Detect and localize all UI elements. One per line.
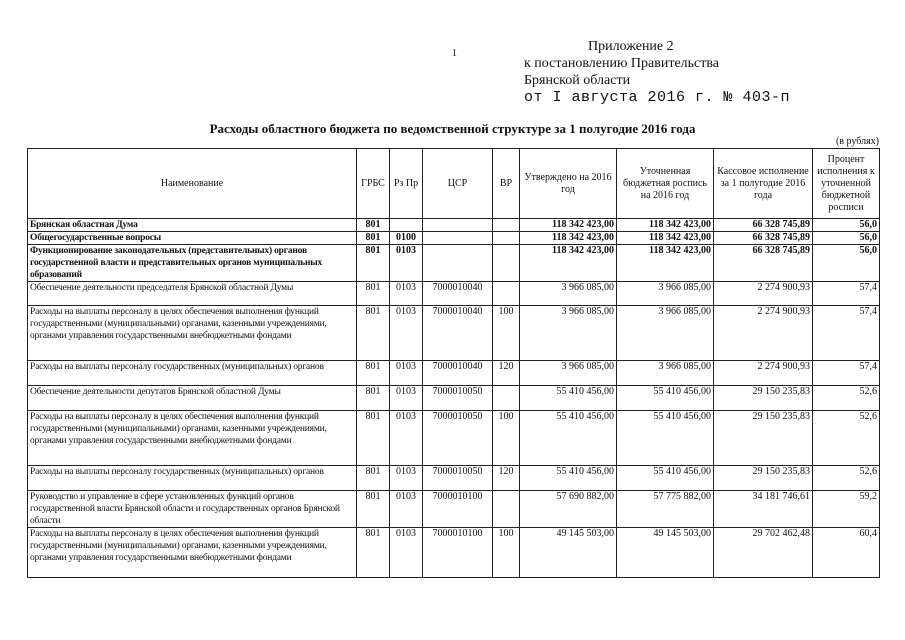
- cell-vr: [493, 282, 520, 306]
- cell-vr: 100: [493, 306, 520, 361]
- cell-refined: 118 342 423,00: [617, 232, 714, 245]
- cell-refined: 118 342 423,00: [617, 219, 714, 232]
- cell-vr: [493, 386, 520, 411]
- cell-vr: [493, 219, 520, 232]
- cell-approved: 118 342 423,00: [520, 245, 617, 282]
- appendix-line-2: к постановлению Правительства: [524, 56, 720, 71]
- cell-vr: 100: [493, 528, 520, 578]
- cell-vr: 120: [493, 361, 520, 386]
- cell-cash: 66 328 745,89: [714, 219, 813, 232]
- header-csr: ЦСР: [423, 149, 493, 219]
- cell-vr: [493, 232, 520, 245]
- cell-approved: 3 966 085,00: [520, 282, 617, 306]
- cell-cash: 29 702 462,48: [714, 528, 813, 578]
- cell-csr: 7000010040: [423, 361, 493, 386]
- cell-refined: 57 775 882,00: [617, 491, 714, 528]
- cell-grbs: 801: [357, 232, 390, 245]
- header-vr: ВР: [493, 149, 520, 219]
- cell-rzpr: [390, 219, 423, 232]
- table-row: [28, 232, 880, 245]
- cell-rzpr: 0103: [390, 491, 423, 528]
- cell-rzpr: 0103: [390, 245, 423, 282]
- cell-approved: 57 690 882,00: [520, 491, 617, 528]
- units-note: (в рублях): [835, 136, 879, 147]
- cell-approved: 55 410 456,00: [520, 411, 617, 466]
- cell-grbs: 801: [357, 219, 390, 232]
- cell-grbs: 801: [357, 466, 390, 491]
- cell-cash: 2 274 900,93: [714, 306, 813, 361]
- header-rzpr: Рз Пр: [390, 149, 423, 219]
- header-approved: Утверждено на 2016 год: [520, 149, 617, 219]
- cell-rzpr: 0103: [390, 361, 423, 386]
- cell-refined: 55 410 456,00: [617, 466, 714, 491]
- cell-rzpr: 0103: [390, 411, 423, 466]
- cell-percent: 56,0: [813, 219, 880, 232]
- cell-cash: 29 150 235,83: [714, 411, 813, 466]
- cell-name: Расходы на выплаты персоналу государственных (муниципальных) органов: [28, 466, 357, 491]
- cell-approved: 55 410 456,00: [520, 386, 617, 411]
- document-title: Расходы областного бюджета по ведомственной структуре за 1 полугодие 2016 года: [209, 121, 696, 136]
- cell-csr: 7000010040: [423, 282, 493, 306]
- cell-refined: 55 410 456,00: [617, 386, 714, 411]
- cell-rzpr: 0103: [390, 306, 423, 361]
- cell-percent: 52,6: [813, 411, 880, 466]
- cell-cash: 29 150 235,83: [714, 386, 813, 411]
- table-row: [28, 306, 880, 361]
- table-row: [28, 219, 880, 232]
- cell-name: Обеспечение деятельности депутатов Брянской областной Думы: [28, 386, 357, 411]
- cell-cash: 66 328 745,89: [714, 232, 813, 245]
- cell-cash: 66 328 745,89: [714, 245, 813, 282]
- cell-approved: 55 410 456,00: [520, 466, 617, 491]
- table-row: [28, 528, 880, 578]
- cell-grbs: 801: [357, 282, 390, 306]
- cell-grbs: 801: [357, 528, 390, 578]
- cell-rzpr: 0100: [390, 232, 423, 245]
- budget-table: [27, 148, 880, 578]
- cell-name: Расходы на выплаты персоналу в целях обеспечения выполнения функций государственными (муниципальными) органами, казенными учреждениями, органами управления государственными внебюджетными фондами: [28, 306, 357, 361]
- cell-refined: 118 342 423,00: [617, 245, 714, 282]
- cell-refined: 49 145 503,00: [617, 528, 714, 578]
- cell-percent: 57,4: [813, 282, 880, 306]
- cell-percent: 57,4: [813, 361, 880, 386]
- cell-percent: 52,6: [813, 386, 880, 411]
- cell-grbs: 801: [357, 245, 390, 282]
- cell-csr: 7000010100: [423, 528, 493, 578]
- cell-refined: 3 966 085,00: [617, 282, 714, 306]
- cell-cash: 2 274 900,93: [714, 282, 813, 306]
- cell-percent: 56,0: [813, 232, 880, 245]
- cell-vr: [493, 491, 520, 528]
- cell-rzpr: 0103: [390, 386, 423, 411]
- table-row: [28, 411, 880, 466]
- cell-grbs: 801: [357, 386, 390, 411]
- appendix-block: [524, 38, 790, 106]
- cell-cash: 34 181 746,61: [714, 491, 813, 528]
- cell-name: Обеспечение деятельности председателя Брянской областной Думы: [28, 282, 357, 306]
- cell-csr: 7000010100: [423, 491, 493, 528]
- cell-name: Общегосударственные вопросы: [28, 232, 357, 245]
- cell-cash: 29 150 235,83: [714, 466, 813, 491]
- cell-percent: 60,4: [813, 528, 880, 578]
- cell-csr: [423, 219, 493, 232]
- table-header-row: [28, 149, 880, 219]
- cell-approved: 118 342 423,00: [520, 219, 617, 232]
- cell-rzpr: 0103: [390, 528, 423, 578]
- cell-grbs: 801: [357, 306, 390, 361]
- cell-percent: 57,4: [813, 306, 880, 361]
- cell-refined: 55 410 456,00: [617, 411, 714, 466]
- header-refined: Уточненная бюджетная роспись на 2016 год: [617, 149, 714, 219]
- cell-approved: 3 966 085,00: [520, 361, 617, 386]
- cell-csr: 7000010050: [423, 466, 493, 491]
- cell-refined: 3 966 085,00: [617, 306, 714, 361]
- header-grbs: ГРБС: [357, 149, 390, 219]
- cell-grbs: 801: [357, 361, 390, 386]
- cell-approved: 118 342 423,00: [520, 232, 617, 245]
- table-row: [28, 282, 880, 306]
- cell-csr: 7000010050: [423, 386, 493, 411]
- table-row: [28, 361, 880, 386]
- cell-csr: [423, 245, 493, 282]
- cell-cash: 2 274 900,93: [714, 361, 813, 386]
- cell-vr: [493, 245, 520, 282]
- appendix-line-1: Приложение 2: [588, 39, 674, 54]
- cell-rzpr: 0103: [390, 466, 423, 491]
- cell-percent: 52,6: [813, 466, 880, 491]
- header-percent: Процент исполнения к уточненной бюджетной росписи: [813, 149, 880, 219]
- appendix-line-3: Брянской области: [524, 73, 631, 88]
- table-row: [28, 245, 880, 282]
- header-cash: Кассовое исполнение за 1 полугодие 2016 года: [714, 149, 813, 219]
- cell-csr: 7000010040: [423, 306, 493, 361]
- cell-csr: [423, 232, 493, 245]
- cell-approved: 3 966 085,00: [520, 306, 617, 361]
- cell-grbs: 801: [357, 491, 390, 528]
- cell-name: Расходы на выплаты персоналу в целях обеспечения выполнения функций государственными (муниципальными) органами, казенными учреждениями, органами управления государственными внебюджетными фондами: [28, 528, 357, 578]
- table-row: [28, 386, 880, 411]
- cell-approved: 49 145 503,00: [520, 528, 617, 578]
- cell-name: Расходы на выплаты персоналу государственных (муниципальных) органов: [28, 361, 357, 386]
- cell-name: Расходы на выплаты персоналу в целях обеспечения выполнения функций государственными (муниципальными) органами, казенными учреждениями, органами управления государственными внебюджетными фондами: [28, 411, 357, 466]
- page-number: 1: [452, 48, 457, 59]
- cell-percent: 56,0: [813, 245, 880, 282]
- cell-refined: 3 966 085,00: [617, 361, 714, 386]
- cell-name: Брянская областная Дума: [28, 219, 357, 232]
- cell-csr: 7000010050: [423, 411, 493, 466]
- table-row: [28, 491, 880, 528]
- cell-name: Руководство и управление в сфере установленных функций органов государственной власти Брянской области и государственных органов Брянской области: [28, 491, 357, 528]
- cell-rzpr: 0103: [390, 282, 423, 306]
- table-row: [28, 466, 880, 491]
- cell-grbs: 801: [357, 411, 390, 466]
- cell-name: Функционирование законодательных (представительных) органов государственной власти и представительных органов муниципальных образований: [28, 245, 357, 282]
- appendix-date-line: от I августа 2016 г. № 403-п: [524, 89, 791, 106]
- cell-vr: 120: [493, 466, 520, 491]
- header-name: Наименование: [28, 149, 357, 219]
- cell-percent: 59,2: [813, 491, 880, 528]
- cell-vr: 100: [493, 411, 520, 466]
